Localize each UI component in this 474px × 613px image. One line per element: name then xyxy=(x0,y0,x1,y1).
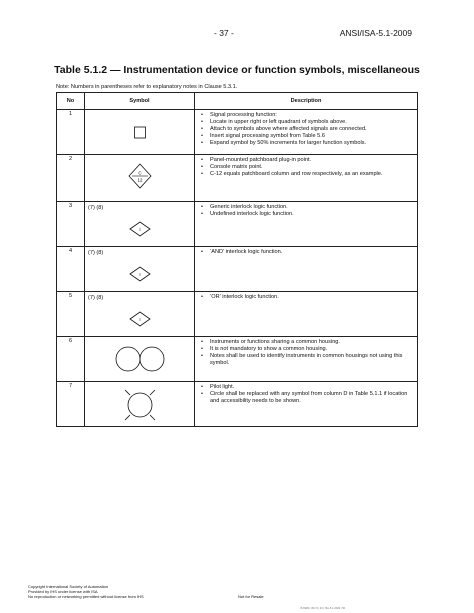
explanatory-note-ref: (7) (8) xyxy=(88,295,104,301)
not-for-resale-label: Not for Resale xyxy=(238,594,264,599)
interlock-label: I xyxy=(139,272,141,277)
table-title: Table 5.1.2 — Instrumentation device or function symbols, miscellaneous xyxy=(54,64,420,76)
row-number: 2 xyxy=(57,155,85,202)
patchboard-row-label: 12 xyxy=(137,177,143,183)
description-bullet: • It is not mandatory to show a common housing. xyxy=(199,346,413,353)
row-number: 6 xyxy=(57,337,85,382)
table-row xyxy=(57,155,418,202)
description-bullet: • Generic interlock logic function. xyxy=(199,204,413,211)
or-interlock-diamond-icon xyxy=(85,292,195,337)
table-row xyxy=(57,110,418,155)
description-cell xyxy=(195,337,418,382)
interlock-label: I xyxy=(139,227,141,232)
description-bullet: • ‘OR’ interlock logic function. xyxy=(199,294,413,301)
symbol-cell xyxy=(85,337,195,382)
license-line: Provided by IHS under license with ISA xyxy=(28,589,98,594)
common-housing-circles-icon xyxy=(85,337,195,382)
patchboard-diamond-icon xyxy=(85,155,195,202)
description-bullet: • Circle shall be replaced with any symbol from column D in Table 5.1.1 if location and accessibility needs to be shown. xyxy=(199,391,413,405)
and-interlock-diamond-icon xyxy=(85,247,195,292)
row-number: 4 xyxy=(57,247,85,292)
description-cell xyxy=(195,110,418,155)
table-note: Note: Numbers in parentheses refer to explanatory notes in Clause 5.3.1. xyxy=(56,84,238,90)
description-bullet: • Panel-mounted patchboard plug-in point. xyxy=(199,157,413,164)
description-cell xyxy=(195,155,418,202)
description-bullet: • Expand symbol by 50% increments for larger function symbols. xyxy=(199,140,413,147)
description-cell xyxy=(195,382,418,427)
document-id-stamp: IS 6999 | ISO 5 | 20 | ISA-5.1-2009 | 50 xyxy=(300,607,346,610)
description-bullet: • Instruments or functions sharing a common housing. xyxy=(199,339,413,346)
symbol-cell xyxy=(85,292,195,337)
small-square-icon xyxy=(85,110,195,155)
description-bullet: • Pilot light. xyxy=(199,384,413,391)
copyright-footer xyxy=(28,584,144,599)
symbol-cell xyxy=(85,382,195,427)
description-bullet: • Console matrix point. xyxy=(199,164,413,171)
column-header-no: No xyxy=(57,93,85,110)
pilot-light-icon xyxy=(85,382,195,427)
copyright-line: Copyright International Society of Automation xyxy=(28,584,109,589)
symbol-cell xyxy=(85,110,195,155)
description-cell xyxy=(195,202,418,247)
table-header-row xyxy=(57,93,418,110)
table-row xyxy=(57,247,418,292)
description-bullet: • Notes shall be used to identify instruments in common housings not using this symbol. xyxy=(199,353,413,367)
row-number: 7 xyxy=(57,382,85,427)
symbol-cell xyxy=(85,202,195,247)
description-bullet: • Undefined interlock logic function. xyxy=(199,211,413,218)
table-row xyxy=(57,382,418,427)
symbols-table xyxy=(56,92,418,427)
description-cell xyxy=(195,247,418,292)
row-number: 5 xyxy=(57,292,85,337)
description-bullet: • Insert signal processing symbol from Table 5.6 xyxy=(199,133,413,140)
description-bullet: • ‘AND’ interlock logic function. xyxy=(199,249,413,256)
column-header-symbol: Symbol xyxy=(85,93,195,110)
table-row xyxy=(57,292,418,337)
row-number: 1 xyxy=(57,110,85,155)
interlock-diamond-icon xyxy=(85,202,195,247)
explanatory-note-ref: (7) (8) xyxy=(88,250,104,256)
symbol-cell xyxy=(85,155,195,202)
patchboard-column-label: C xyxy=(138,170,142,176)
column-header-description: Description xyxy=(195,93,418,110)
row-number: 3 xyxy=(57,202,85,247)
interlock-label: I xyxy=(139,317,141,322)
description-bullet: • Locate in upper right or left quadrant of symbols above. xyxy=(199,119,413,126)
reproduction-line: No reproduction or networking permitted without license from IHS xyxy=(28,594,144,599)
standard-id: ANSI/ISA-5.1-2009 xyxy=(339,28,412,38)
table-row xyxy=(57,202,418,247)
description-bullet: • Signal processing function: xyxy=(199,112,413,119)
description-cell xyxy=(195,292,418,337)
description-bullet: • C-12 equals patchboard column and row respectively, as an example. xyxy=(199,171,413,178)
page-number: - 37 - xyxy=(214,28,234,38)
description-bullet: • Attach to symbols above where affected signals are connected. xyxy=(199,126,413,133)
symbol-cell xyxy=(85,247,195,292)
table-row xyxy=(57,337,418,382)
explanatory-note-ref: (7) (8) xyxy=(88,205,104,211)
